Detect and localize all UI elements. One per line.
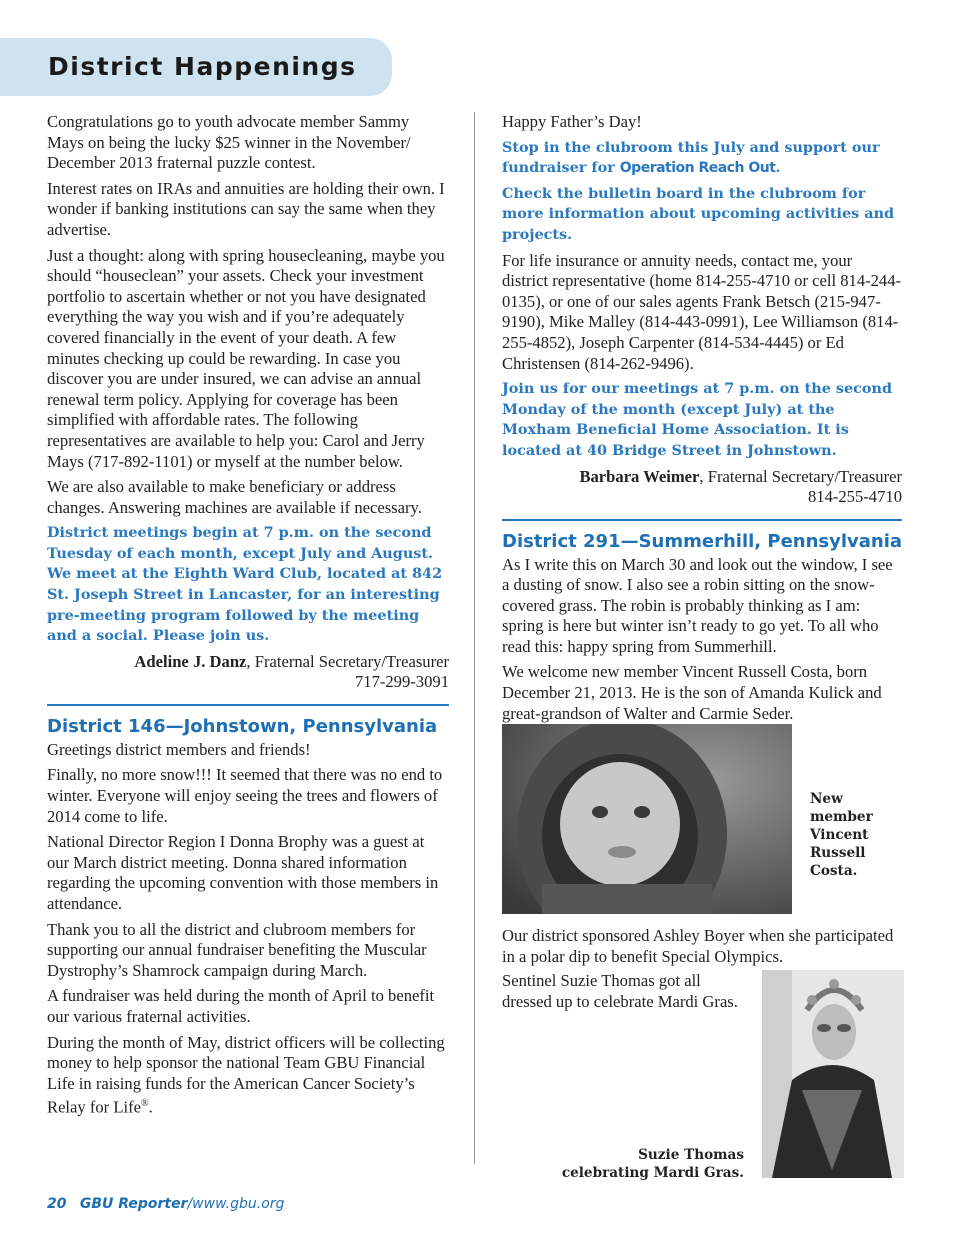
beneficiary-paragraph: We are also available to make beneficiary or address changes. Answering machines are available if necessary. <box>47 477 422 517</box>
signature-name: Adeline J. Danz <box>134 651 247 671</box>
operation-reach-out-logo: Operation Reach Out <box>619 160 776 177</box>
district-291-paragraph: We welcome new member Vincent Russell Costa, born December 21, 2013. He is the son of Amanda Kulick and great-grandson of Walter and Carmie Seder. <box>502 662 882 723</box>
fundraiser-note-text: Stop in the clubroom this July and support our fundraiser for <box>502 138 880 177</box>
district-291-heading: District 291—Summerhill, Pennsylvania <box>502 530 903 552</box>
meeting-note: District meetings begin at 7 p.m. on the second Tuesday of each month, except July and August. We meet at the Eighth Ward Club, located at 842 St. Joseph Street in Lancaster, for an interesting pre-meeting program followed by the meeting and a social. Please join us. <box>47 524 443 645</box>
relay-for-life-paragraph <box>47 1033 449 1119</box>
left-column <box>47 112 449 1123</box>
houseclean-paragraph: Just a thought: along with spring housecleaning, maybe you should “houseclean” your assets. Check your investment portfolio to ascertain whether or not you have designated everything the way you wish and if you’re adequately covered financially in the event of your death. A few minutes checking up could be rewarding. In case you discover you are under insured, we can advise an annual renewal term policy. Applying for coverage has been simplified with affordable rates. The following representatives are available to help you: Carol and Jerry Mays (717-892-1101) or myself at the number below. <box>47 245 445 471</box>
publication-url: /www.gbu.org <box>187 1196 285 1212</box>
signature-phone: 814-255-4710 <box>807 486 902 506</box>
baby-photo-image <box>502 724 792 914</box>
district-146-paragraph: National Director Region I Donna Brophy was a guest at our March district meeting. Donna shared information regarding the upcoming convention with those members in attendance. <box>47 832 439 913</box>
page-footer <box>47 1196 284 1212</box>
signature-phone: 717-299-3091 <box>354 671 449 691</box>
signature-weimer <box>502 467 902 507</box>
fathers-day-greeting: Happy Father’s Day! <box>502 112 642 131</box>
district-291-paragraph: As I write this on March 30 and look out the window, I see a dusting of snow. I also see a robin sitting on the snow-covered grass. The robin is probably thinking as I am: spring is here but winter isn’t ready to go yet. To all who read this: happy spring from Summerhill. <box>502 554 893 656</box>
insurance-paragraph: For life insurance or annuity needs, contact me, your district representative (home 814-255-4710 or cell 814-244-0135), or one of our sales agents Frank Betsch (215-947-9190), Mike Malley (814-443-0991), Lee Williamson (814-255-4852), Joseph Carpenter (814-534-4445) or Ed Christensen (814-262-9496). <box>502 250 902 373</box>
mardi-gras-photo <box>762 970 904 1178</box>
district-146-paragraph: Finally, no more snow!!! It seemed that there was no end to winter. Everyone will enjoy seeing the trees and flowers of 2014 come to life. <box>47 765 443 826</box>
publication-name: GBU Reporter <box>79 1196 188 1212</box>
section-rule <box>502 519 902 521</box>
signature-title: , Fraternal Secretary/Treasurer <box>246 651 449 671</box>
district-146-paragraph: Greetings district members and friends! <box>47 739 311 759</box>
section-rule <box>47 704 449 706</box>
relay-text: During the month of May, district officers will be collecting money to help sponsor the national Team GBU Financial Life in raising funds for the American Cancer Society’s Relay for Life <box>47 1032 445 1117</box>
relay-period: . <box>148 1097 153 1117</box>
registered-mark: ® <box>141 1098 149 1110</box>
fundraiser-note-end: . <box>775 159 781 177</box>
puzzle-winner-paragraph: Congratulations go to youth advocate member Sammy Mays on being the lucky $25 winner in the November/ December 2013 fraternal puzzle contest. <box>47 112 411 173</box>
district-146-paragraph: A fundraiser was held during the month of April to benefit our various fraternal activities. <box>47 986 435 1026</box>
district-146-heading: District 146—Johnstown, Pennsylvania <box>47 715 438 737</box>
right-column <box>502 112 902 729</box>
mardi-gras-paragraph: Sentinel Suzie Thomas got all dressed up to celebrate Mardi Gras. <box>502 971 738 1011</box>
column-divider <box>474 112 475 1164</box>
join-meeting-note: Join us for our meetings at 7 p.m. on the second Monday of the month (except July) at the Moxham Beneficial Home Association. It is located at 40 Bridge Street in Johnstown. <box>502 380 893 459</box>
page-number: 20 <box>47 1196 67 1212</box>
mardi-gras-photo-image <box>762 970 904 1178</box>
interest-rates-paragraph: Interest rates on IRAs and annuities are holding their own. I wonder if banking institutions can say the same when they advertise. <box>47 178 445 239</box>
signature-name: Barbara Weimer <box>579 466 700 486</box>
polar-dip-paragraph: Our district sponsored Ashley Boyer when she participated in a polar dip to benefit Special Olympics. <box>502 926 894 966</box>
bulletin-note: Check the bulletin board in the clubroom for more information about upcoming activities and projects. <box>502 184 895 243</box>
signature-title: , Fraternal Secretary/Treasurer <box>699 466 902 486</box>
mardi-gras-caption: Suzie Thomas celebrating Mardi Gras. <box>561 1147 744 1181</box>
baby-photo <box>502 724 792 914</box>
baby-photo-caption: New member Vincent Russell Costa. <box>810 791 873 879</box>
district-146-paragraph: Thank you to all the district and clubroom members for supporting our annual fundraiser benefiting the Muscular Dystrophy’s Shamrock campaign during March. <box>47 919 427 980</box>
fundraiser-note <box>502 138 902 179</box>
page-title: District Happenings <box>48 52 357 81</box>
signature-danz <box>47 652 449 692</box>
